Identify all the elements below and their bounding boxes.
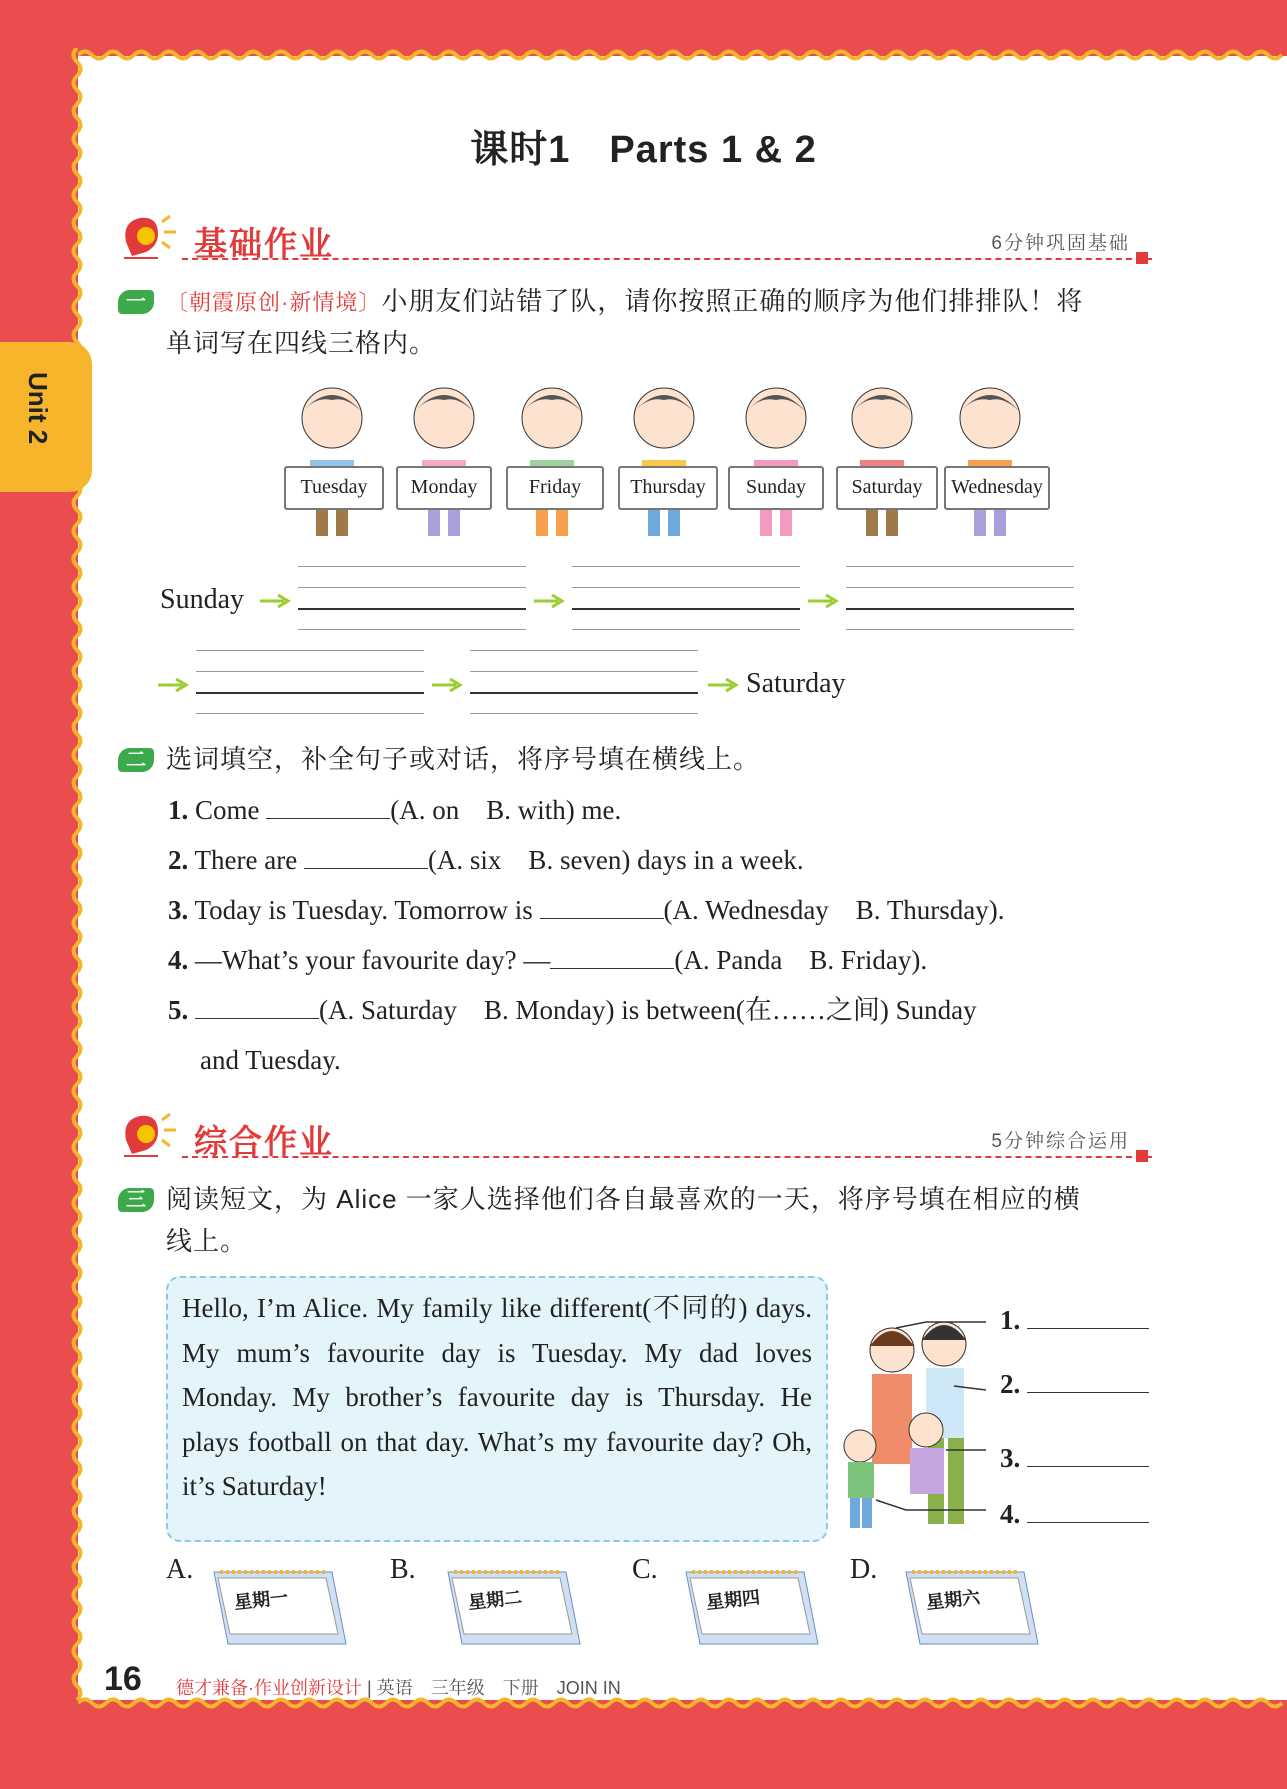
section-header-comprehensive — [118, 1110, 1158, 1170]
page-number: 16 — [104, 1660, 142, 1698]
question-3-prompt: 阅读短文，为 Alice 一家人选择他们各自最喜欢的一天，将序号填在相应的横 — [166, 1184, 1081, 1214]
writing-lines[interactable] — [470, 650, 698, 714]
writing-lines[interactable] — [196, 650, 424, 714]
answer-line-2: 2. — [1000, 1364, 1149, 1400]
passage-text: Hello, I’m Alice. My family like different(不同的) days. My mum’s favourite day is Tuesday. My dad loves Monday. My brother’s favourite day is Thursday. He plays football on that day. What’s my favourite day? Oh, it’s Saturday! — [182, 1293, 812, 1501]
answer-blank[interactable] — [550, 940, 674, 969]
day-sign: Monday — [396, 466, 492, 510]
lightbulb-icon — [118, 212, 182, 262]
calendar-icon: 星期二 — [442, 1568, 584, 1648]
reading-passage — [166, 1276, 828, 1542]
answer-blank[interactable] — [195, 990, 319, 1019]
child-illustration — [730, 378, 822, 548]
arrow-right-icon — [708, 678, 740, 692]
question-3-prompt-cont: 线上。 — [166, 1226, 248, 1256]
section-divider — [182, 1156, 1152, 1158]
answer-line-1: 1. — [1000, 1300, 1149, 1336]
section-divider — [182, 258, 1152, 260]
child-illustration — [398, 378, 490, 548]
writing-lines[interactable] — [846, 566, 1074, 630]
child-illustration — [836, 378, 928, 548]
writing-lines[interactable] — [298, 566, 526, 630]
question-number-2: 二 — [118, 748, 154, 772]
answer-blank[interactable] — [1027, 1300, 1149, 1329]
child-illustration — [286, 378, 378, 548]
arrow-right-icon — [158, 678, 190, 692]
lesson-title: 课时1 Parts 1 & 2 — [470, 129, 817, 171]
answer-blank[interactable] — [1027, 1438, 1149, 1467]
fill-item-1: 1. Come (A. on B. with) me. — [168, 790, 621, 830]
day-sign: Friday — [506, 466, 604, 510]
option-letter: B. — [390, 1554, 416, 1585]
arrow-right-icon — [808, 594, 840, 608]
lightbulb-icon — [118, 1110, 182, 1160]
family-illustration — [836, 1300, 986, 1540]
start-word: Sunday — [160, 584, 244, 615]
answer-blank[interactable] — [304, 840, 428, 869]
fill-item-5-cont: and Tuesday. — [200, 1045, 341, 1075]
writing-lines[interactable] — [572, 566, 800, 630]
end-word: Saturday — [746, 668, 846, 699]
fill-item-3: 3. Today is Tuesday. Tomorrow is (A. Wednesday B. Thursday). — [168, 890, 1005, 930]
calendar-icon: 星期四 — [680, 1568, 822, 1648]
option-letter: A. — [166, 1554, 194, 1585]
option-letter: C. — [632, 1554, 658, 1585]
divider-end-mark — [1136, 252, 1148, 264]
wavy-border-left — [70, 48, 84, 1710]
divider-end-mark — [1136, 1150, 1148, 1162]
calendar-icon: 星期六 — [900, 1568, 1042, 1648]
question-1-prompt: 〔朝霞原创·新情境〕小朋友们站错了队，请你按照正确的顺序为他们排排队！将 — [166, 286, 1084, 316]
arrow-right-icon — [432, 678, 464, 692]
section-time-note: 5分钟综合运用 — [991, 1131, 1130, 1152]
fill-item-4: 4. —What’s your favourite day? — (A. Panda B. Friday). — [168, 940, 927, 980]
question-1-prompt-cont: 单词写在四线三格内。 — [166, 328, 437, 358]
arrow-right-icon — [260, 594, 292, 608]
day-sign: Thursday — [618, 466, 718, 510]
unit-tab: Unit 2 — [0, 342, 92, 492]
section-time-note: 6分钟巩固基础 — [991, 233, 1130, 254]
question-2-prompt: 选词填空，补全句子或对话，将序号填在横线上。 — [166, 744, 761, 774]
section-label: 综合作业 — [194, 1123, 334, 1160]
question-number-1: 一 — [118, 290, 154, 314]
wavy-border-top — [78, 48, 1287, 62]
question-number-3: 三 — [118, 1188, 154, 1212]
answer-blank[interactable] — [540, 890, 664, 919]
answer-line-4: 4. — [1000, 1494, 1149, 1530]
calendar-icon: 星期一 — [208, 1568, 350, 1648]
question-tag: 〔朝霞原创·新情境〕 — [166, 290, 382, 315]
child-illustration — [944, 378, 1036, 548]
fill-item-2: 2. There are (A. six B. seven) days in a week. — [168, 840, 804, 880]
child-illustration — [618, 378, 710, 548]
option-letter: D. — [850, 1554, 878, 1585]
fill-item-5: 5. (A. Saturday B. Monday) is between(在……之间) Sunday — [168, 990, 977, 1030]
child-illustration — [506, 378, 598, 548]
footer-text: 德才兼备·作业创新设计 | 英语 三年级 下册 JOIN IN — [176, 1678, 621, 1698]
day-sign: Sunday — [728, 466, 824, 510]
answer-blank[interactable] — [1027, 1494, 1149, 1523]
section-label: 基础作业 — [194, 225, 334, 262]
answer-blank[interactable] — [1027, 1364, 1149, 1393]
day-sign: Tuesday — [284, 466, 384, 510]
arrow-right-icon — [534, 594, 566, 608]
answer-blank[interactable] — [266, 790, 390, 819]
section-header-basic — [118, 212, 1158, 272]
day-sign: Saturday — [836, 466, 938, 510]
answer-line-3: 3. — [1000, 1438, 1149, 1474]
day-sign: Wednesday — [944, 466, 1050, 510]
